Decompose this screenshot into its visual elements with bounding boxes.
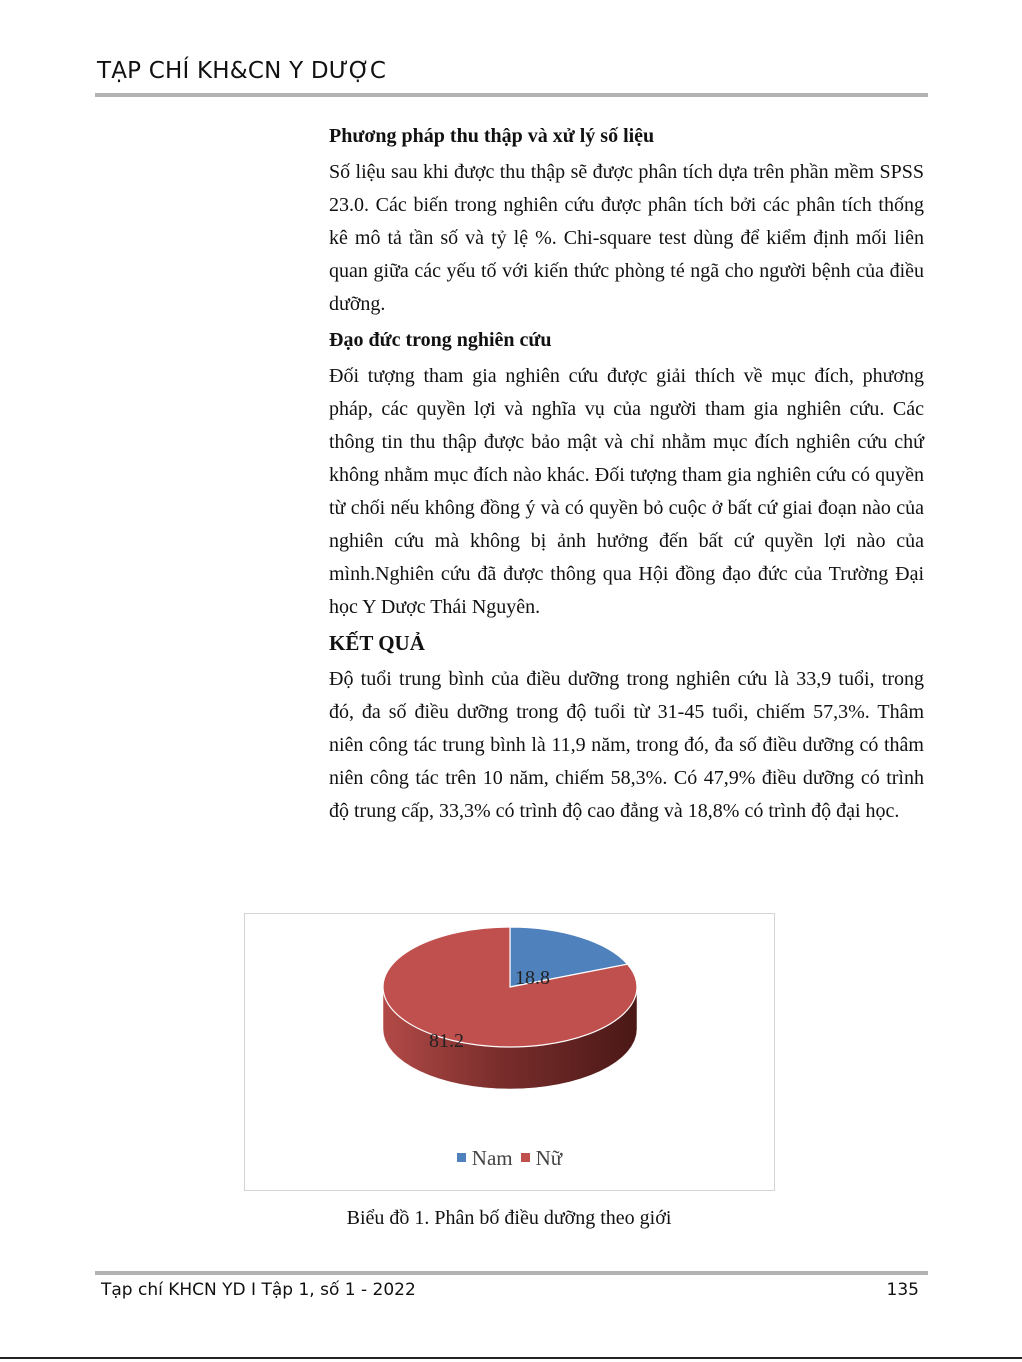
method-paragraph: Số liệu sau khi được thu thập sẽ được phân tích dựa trên phần mềm SPSS 23.0. Các biến trong nghiên cứu được phân tích bởi các phân tích thống kê mô tả tần số và tỷ lệ %. Chi-square test dùng để kiểm định mối liên quan giữa các yếu tố với kiến thức phòng té ngã cho người bệnh của điều dưỡng.: [329, 161, 924, 315]
article-body: [329, 120, 924, 831]
ethics-heading: Đạo đức trong nghiên cứu: [329, 329, 552, 351]
legend-swatch: [457, 1153, 466, 1162]
method-heading: Phương pháp thu thập và xử lý số liệu: [329, 125, 655, 147]
legend-swatch: [521, 1153, 530, 1162]
journal-header-title: TẠP CHÍ KH&CN Y DƯỢC: [97, 58, 387, 84]
legend-item-nữ: [521, 1146, 563, 1171]
results-heading: KẾT QUẢ: [329, 631, 425, 655]
figure-caption: Biểu đồ 1. Phân bố điều dưỡng theo giới: [346, 1207, 672, 1229]
legend-label: Nữ: [535, 1146, 563, 1170]
legend-item-nam: [457, 1146, 513, 1171]
header-rule: [95, 93, 928, 97]
legend-label: Nam: [471, 1146, 513, 1170]
pie-chart-svg: [245, 914, 774, 1144]
footer-journal-citation: Tạp chí KHCN YD I Tập 1, số 1 - 2022: [101, 1280, 416, 1300]
bottom-edge-line: [0, 1357, 1022, 1359]
ethics-paragraph: Đối tượng tham gia nghiên cứu được giải thích về mục đích, phương pháp, các quyền lợi và nghĩa vụ của người tham gia nghiên cứu. Các thông tin thu thập được bảo mật và chỉ nhằm mục đích nghiên cứu chứ không nhằm mục đích nào khác. Đối tượng tham gia nghiên cứu có quyền từ chối nếu không đồng ý và có quyền bỏ cuộc ở bất cứ giai đoạn nào của nghiên cứu mà không bị ảnh hưởng đến bất cứ quyền lợi nào của mình.Nghiên cứu đã được thông qua Hội đồng đạo đức của Trường Đại học Y Dược Thái Nguyên.: [329, 365, 924, 618]
chart-legend: [245, 1146, 774, 1171]
results-paragraph: Độ tuổi trung bình của điều dưỡng trong nghiên cứu là 33,9 tuổi, trong đó, đa số điều dưỡng trong độ tuổi từ 31-45 tuổi, chiếm 57,3%. Thâm niên công tác trung bình là 11,9 năm, trong đó, đa số điều dưỡng có thâm niên công tác trên 10 năm, chiếm 58,3%. Có 47,9% điều dưỡng có trình độ trung cấp, 33,3% có trình độ cao đẳng và 18,8% có trình độ đại học.: [329, 668, 924, 822]
gender-pie-chart: [244, 913, 775, 1191]
footer-rule: [95, 1271, 928, 1275]
data-label-nữ: 81.2: [429, 1030, 464, 1052]
data-label-nam: 18.8: [515, 967, 550, 989]
page-number: 135: [886, 1280, 919, 1300]
